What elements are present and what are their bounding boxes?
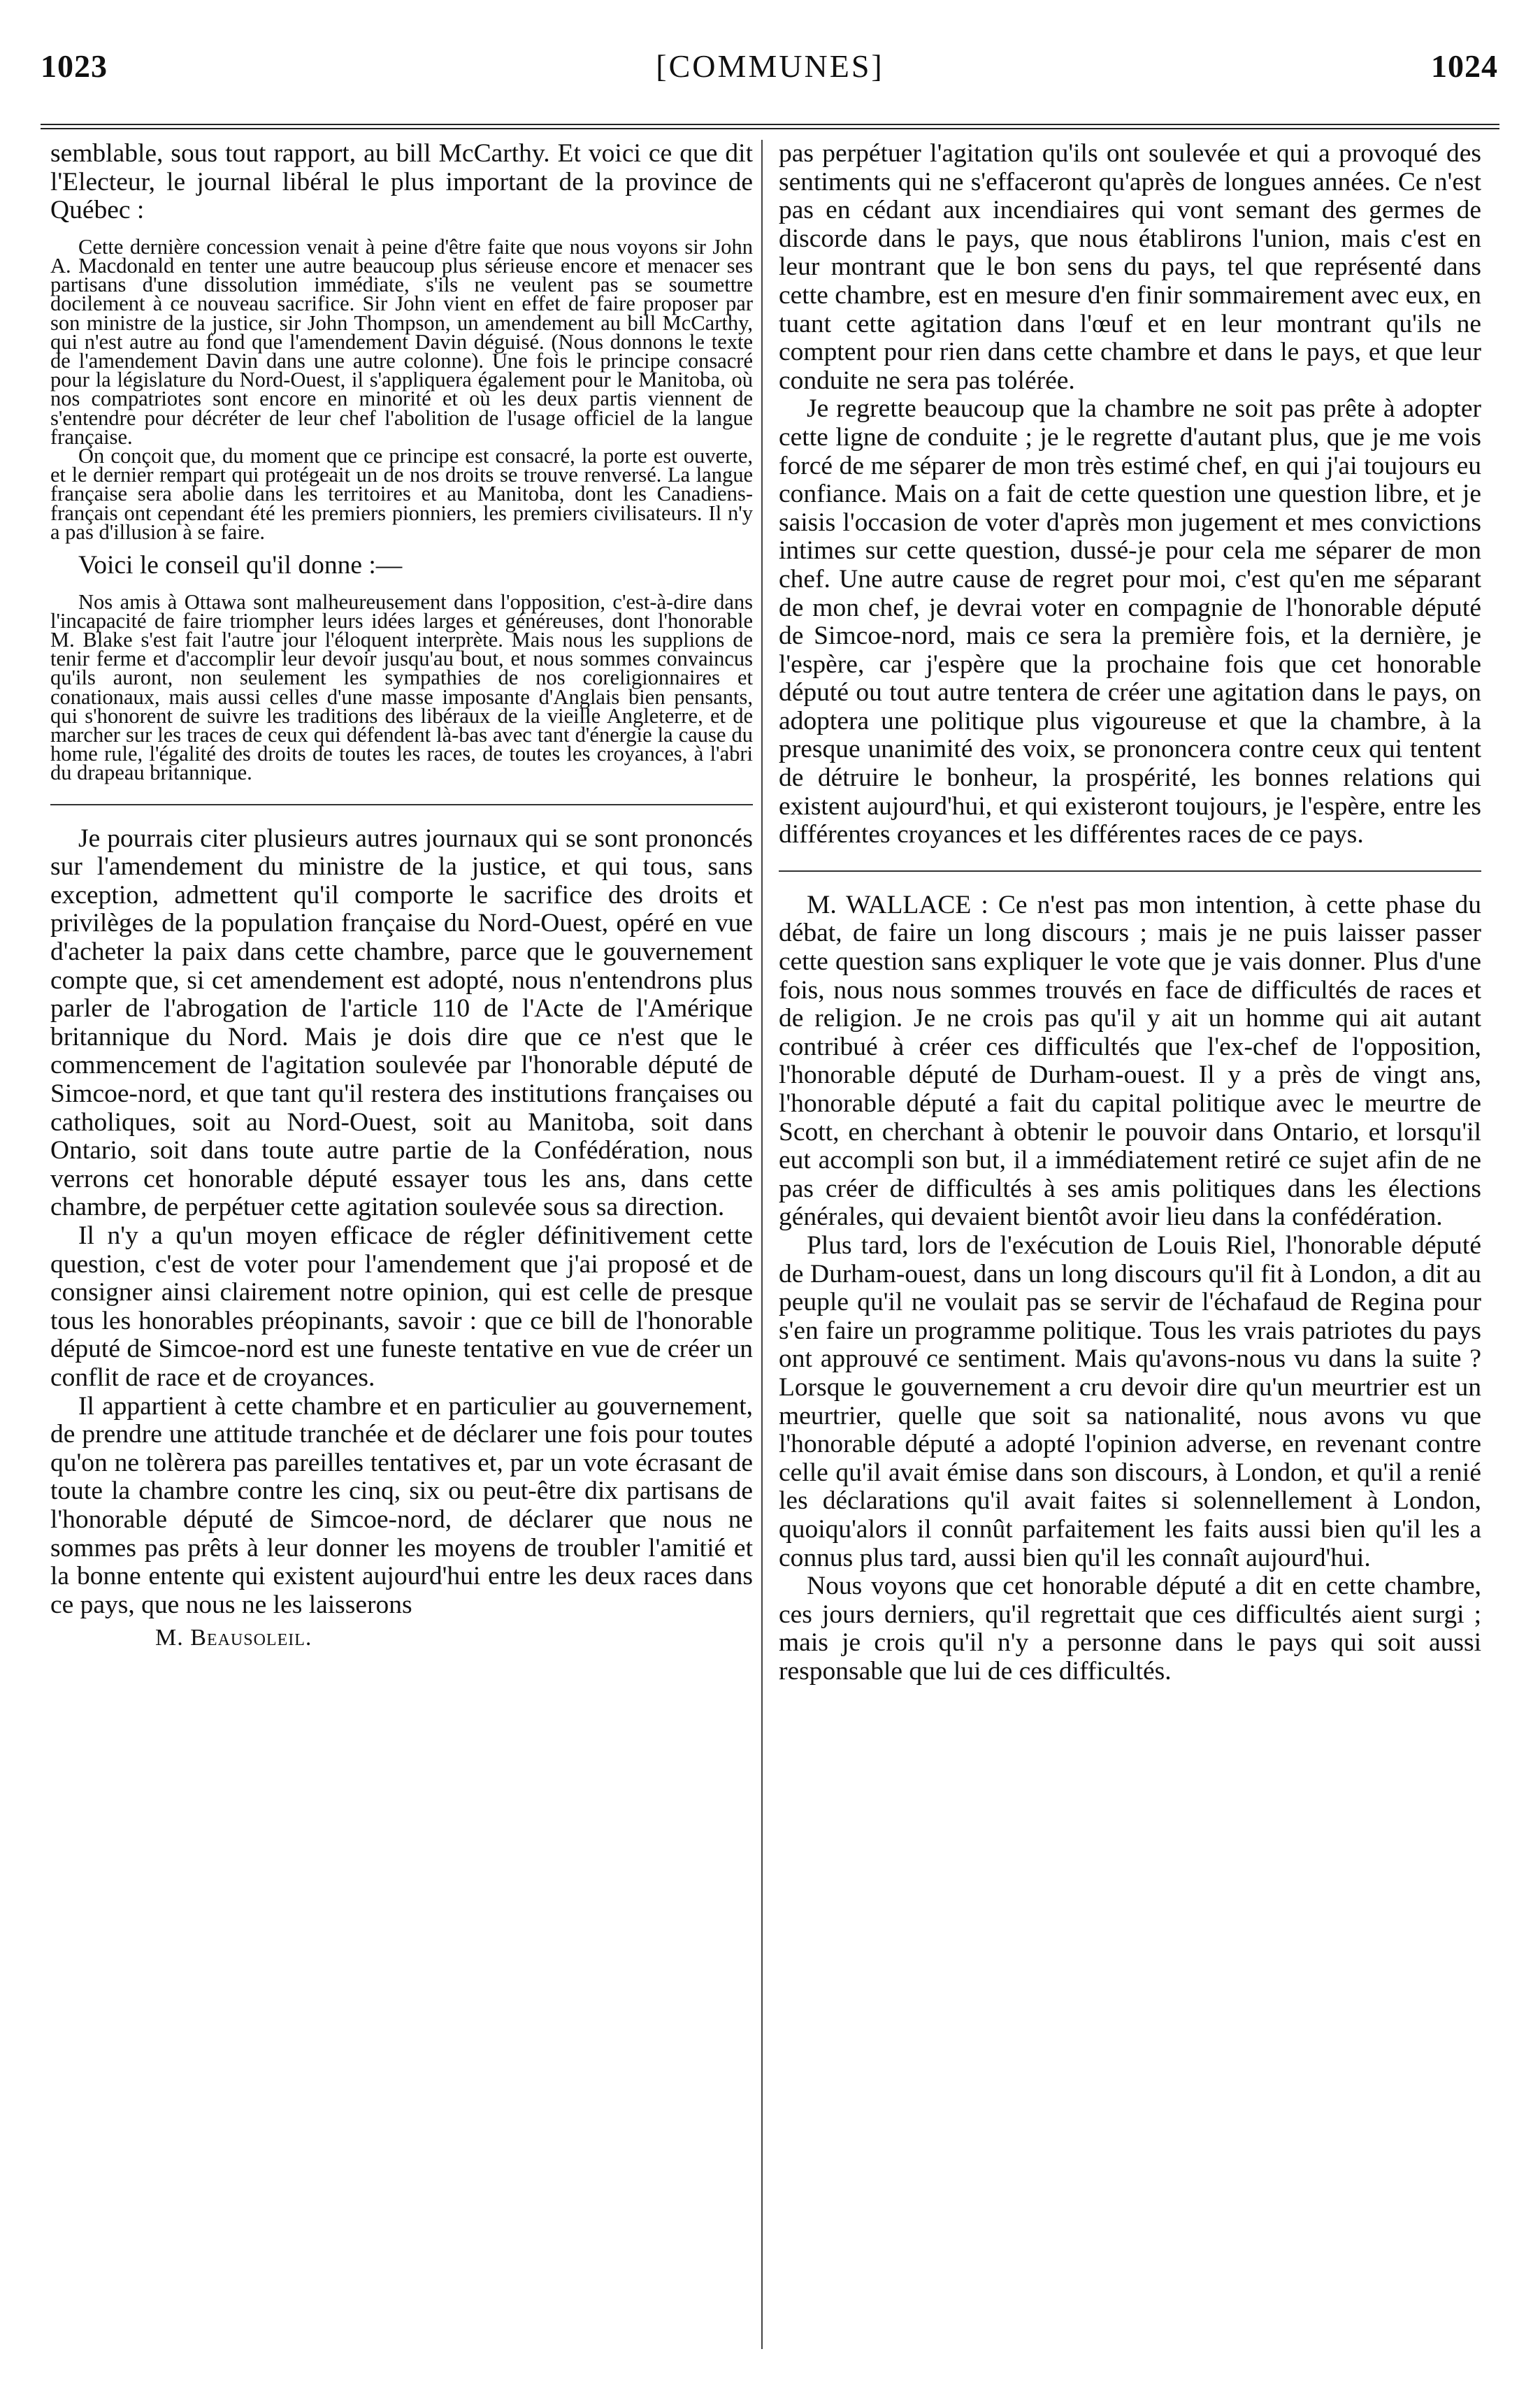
page-number-right: 1024 (1431, 48, 1498, 84)
left-paragraph-3: Je pourrais citer plusieurs autres journaux qui se sont prononcés sur l'amendement du ministre de la justice, et qui tous, sans exception, admettent qu'il comporte le sacrifice des droits et privilèges de la population française du Nord-Ouest, opéré en vue d'acheter la paix dans cette chambre, parce que le gouvernement compte que, si cet amendement est adopté, nous n'entendrons plus parler de l'abrogation de l'article 110 de l'Acte de l'Amérique britannique du Nord. Mais je dois dire que ce n'est que le commencement de l'agitation soulevée par l'honorable député de Simcoe-nord, et que tant qu'il restera des institutions françaises ou catholiques, soit au Nord-Ouest, soit au Manitoba, soit dans Ontario, soit dans toute autre partie de la Confédération, nous verrons cet honorable député essayer tous les ans, dans cette chambre, de perpétuer cette agitation soulevée sous sa direction. (50, 824, 753, 1222)
right-paragraph-2: Je regrette beaucoup que la chambre ne soit pas prête à adopter cette ligne de conduite ; je le regrette d'autant plus, que je me vois forcé de me séparer de mon très estimé chef, en qui j'ai toujours eu confiance. Mais on a fait de cette question une question libre, et je saisis l'occasion de voter d'après mon jugement et mes convictions intimes sur cette question, dussé-je pour cela me séparer de mon chef. Une autre cause de regret pour moi, c'est qu'en me séparant de mon chef, je devrai voter en compagnie de l'honorable député de Simcoe-nord, mais ce sera la première fois, et la dernière, je l'espère, car j'espère que la prochaine fois que cet honorable député ou tout autre tentera de créer une agitation dans le pays, on adoptera une politique plus vigoureuse et que la chambre, à la presque unanimité des voix, se prononcera contre ceux qui tentent de détruire le bonheur, la prospérité, les bonnes relations qui existent aujourd'hui, et qui existeront toujours, je l'espère, entre les différentes croyances et les différentes races de ce pays. (779, 394, 1481, 849)
running-title: [COMMUNES] (656, 48, 884, 84)
left-column (50, 140, 753, 1651)
quote-conseil: Nos amis à Ottawa sont malheureusement dans l'opposition, c'est-à-dire dans l'incapacité de faire triompher leurs idées larges et généreuses, dont l'honorable M. Blake s'est fait l'autre jour l'éloquent interprète. Mais nous les supplions de tenir ferme et d'accomplir leur devoir jusqu'au bout, et nous sommes convaincus qu'ils auront, non seulement les sympathies de nos coreligionnaires et conationaux, mais aussi celles d'une masse imposante d'Anglais bien pensants, qui s'honorent de suivre les traditions des libéraux de la vieille Angleterre, et de marcher sur les traces de ceux qui défendent là-bas avec tant d'énergie la cause du home rule, l'égalité des droits de toutes les races, de toutes les croyances, à l'abri du drapeau britannique. (50, 589, 753, 785)
left-paragraph-2: Voici le conseil qu'il donne :— (78, 551, 403, 580)
header-rule-top (41, 124, 1499, 125)
left-paragraph-5: Il appartient à cette chambre et en particulier au gouvernement, de prendre une attitude tranchée et de déclarer une fois pour toutes qu'on ne tolèrera pas pareilles tentatives et, par un vote écrasant de toute la chambre contre les cinq, six ou peut-être dix partisans de l'honorable député de Simcoe-nord, de déclarer que nous ne sommes pas prêts à leur donner les moyens de troubler l'amitié et la bonne entente qui existent aujourd'hui entre les deux races dans ce pays, que nous ne les laisserons (50, 1391, 753, 1619)
section-divider-right (779, 870, 1481, 872)
right-paragraph-4: Plus tard, lors de l'exécution de Louis Riel, l'honorable député de Durham-ouest, dans un long discours qu'il fit à London, a dit au peuple qu'il ne voulait pas se servir de l'échafaud de Regina pour s'en faire un programme politique. Tous les vrais patriotes du pays ont approuvé ce sentiment. Mais qu'avons-nous vu dans la suite ? Lorsque le gouvernement a cru devoir dire qu'un meurtrier est un meurtrier, quelle que soit sa nationalité, nous avons vu que l'honorable député a adopté l'opinion adverse, en revenant contre celle qu'il avait émise dans son discours, à London, et qu'il a renié les déclarations qu'il avait faites si solennellement à London, quoiqu'alors il connût parfaitement les faits aussi bien qu'il les a connus plus tard, aussi bien qu'il les connaît aujourd'hui. (779, 1230, 1481, 1572)
right-paragraph-3 (779, 891, 1481, 1232)
left-paragraph-4: Il n'y a qu'un moyen efficace de régler définitivement cette question, c'est de voter pour l'amendement que j'ai proposé et de consigner ainsi clairement notre opinion, qui est celle de presque tous les honorables préopinants, savoir : que ce bill de l'honorable député de Simcoe-nord est une funeste tentative en vue de créer un conflit de race et de croyances. (50, 1221, 753, 1392)
header-rule-bottom (41, 128, 1499, 129)
right-column (779, 140, 1481, 1686)
speaker-footer: M. Beausoleil. (155, 1625, 312, 1651)
right-paragraph-5: Nous voyons que cet honorable député a dit en cette chambre, ces jours derniers, qu'il regrettait que ces difficultés aient surgi ; mais je crois qu'il n'y a personne dans le pays qui soit aussi responsable que lui de ces difficultés. (779, 1572, 1481, 1686)
right-paragraph-1: pas perpétuer l'agitation qu'ils ont soulevée et qui a provoqué des sentiments qui ne s'effaceront qu'après de longues années. Ce n'est pas en cédant aux incendiaires qui vont semant des germes de discorde dans le pays, que nous établirons l'union, mais c'est en leur montrant que le bon sens du pays, tel que représenté dans cette chambre, est en mesure d'en finir sommairement avec eux, en tuant cette agitation dans l'œuf et en leur montrant qu'ils ne comptent pour rien dans cette chambre et dans le pays, et que leur conduite ne sera pas tolérée. (779, 139, 1481, 395)
page-number-left: 1023 (41, 48, 108, 84)
speaker-name: M. WALLACE : (807, 890, 988, 919)
page-header (0, 0, 1540, 119)
speech-text: Ce n'est pas mon intention, à cette phase du débat, de faire un long discours ; mais je ne puis laisser passer cette question sans expliquer le vote que je vais donner. Plus d'une fois, nous nous sommes trouvés en face de difficultés de races et de religion. Je ne crois pas qu'il y ait un homme qui ait autant contribué à créer ces difficultés que l'ex-chef de l'opposition, l'honorable député de Durham-ouest. Il y a près de vingt ans, l'honorable député a fait du capital politique avec le meurtre de Scott, en cherchant à obtenir le pouvoir dans Ontario, et lorsqu'il eut accompli son but, il a immédiatement retiré ce sujet afin de ne pas créer de difficultés à ses amis politiques dans les élections générales, qui devaient bientôt avoir lieu dans la confédération. (779, 890, 1481, 1232)
section-divider-left (50, 804, 753, 805)
quote-electeur-2: On conçoit que, du moment que ce principe est consacré, la porte est ouverte, et le dernier rempart qui protégeait un de nos droits se trouve renversé. La langue française sera abolie dans les territoires et au Manitoba, dont les Canadiens-français ont cependant été les premiers pionniers, les premiers civilisateurs. Il n'y a pas d'illusion à se faire. (50, 444, 753, 544)
column-separator (761, 140, 763, 2349)
quote-electeur-1: Cette dernière concession venait à peine d'être faite que nous voyons sir John A. Macdonald en tenter une autre beaucoup plus sérieuse encore et menacer ses partisans d'une dissolution immédiate, s'ils ne veulent pas se soumettre docilement à ce nouveau sacrifice. Sir John vient en effet de faire proposer par son ministre de la justice, sir John Thompson, un amendement au bill McCarthy, qui n'est autre au fond que l'amendement Davin déguisé. (Nous donnons le texte de l'amendement Davin dans une autre colonne). Une fois le principe consacré pour la législature du Nord-Ouest, il s'appliquera également pour le Manitoba, où nos compatriotes sont encore en minorité et où les deux partis viennent de s'entendre pour décréter de leur chef l'abolition de l'usage officiel de la langue française. (50, 234, 753, 449)
left-paragraph-1: semblable, sous tout rapport, au bill McCarthy. Et voici ce que dit l'Electeur, le journal libéral le plus important de la province de Québec : (50, 139, 753, 225)
